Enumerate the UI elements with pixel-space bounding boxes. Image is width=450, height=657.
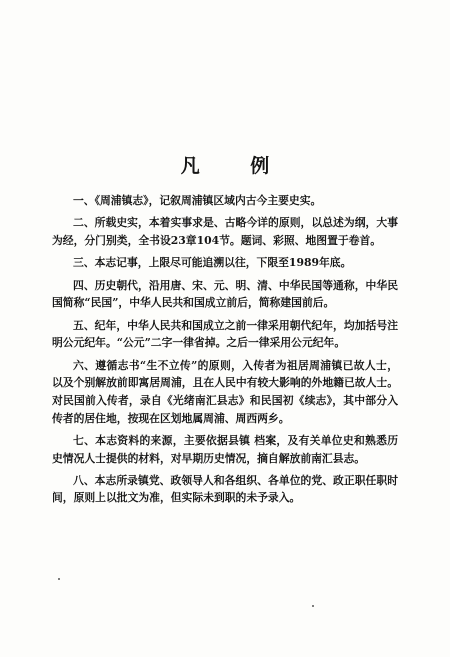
note-item-7: 七、本志资料的来源，主要依据县镇 档案，及有关单位史和熟悉历史情况人士提供的材料，对早期历史情况，摘自解放前南汇县志。 (52, 433, 398, 465)
notes-body (52, 192, 398, 512)
note-item-4: 四、历史朝代，沿用唐、宋、元、明、清、中华民国等通称，中华民国简称“民国”，中华人民共和国成立前后，简称建国前后。 (52, 278, 398, 310)
page-title: 凡 例 (180, 155, 292, 177)
note-item-8: 八、本志所录镇党、政领导人和各组织、各单位的党、政正职任职时间，原则上以批文为准，但实际未到职的未予录入。 (52, 473, 398, 505)
note-item-2: 二、所载史实，本着实事求是、古略今详的原则，以总述为纲，大事为经，分门别类，全书设23章104节。题词、彩照、地图置于卷首。 (52, 216, 398, 247)
note-item-1: 一、《周浦镇志》，记叙周浦镇区域内古今主要史实。 (73, 194, 322, 207)
scan-speck (312, 605, 314, 607)
note-item-5: 五、纪年，中华人民共和国成立之前一律采用朝代纪年，均加括号注明公元纪年。“公元”二字一律省掉。之后一律采用公元纪年。 (52, 318, 398, 350)
note-item-6: 六、遵循志书“生不立传”的原则，入传者为祖居周浦镇已故人士，以及个别解放前即寓居周浦，且在人民中有较大影响的外地籍已故人士。对民国前入传者，录自《光绪南汇县志》和民国初《续志》，其中部分入传者的居住地，按现在区划地属周浦、周西两乡。 (52, 358, 398, 425)
scan-speck (58, 578, 60, 580)
note-item-3: 三、本志记事，上限尽可能追溯以往，下限至1989年底。 (73, 256, 352, 270)
